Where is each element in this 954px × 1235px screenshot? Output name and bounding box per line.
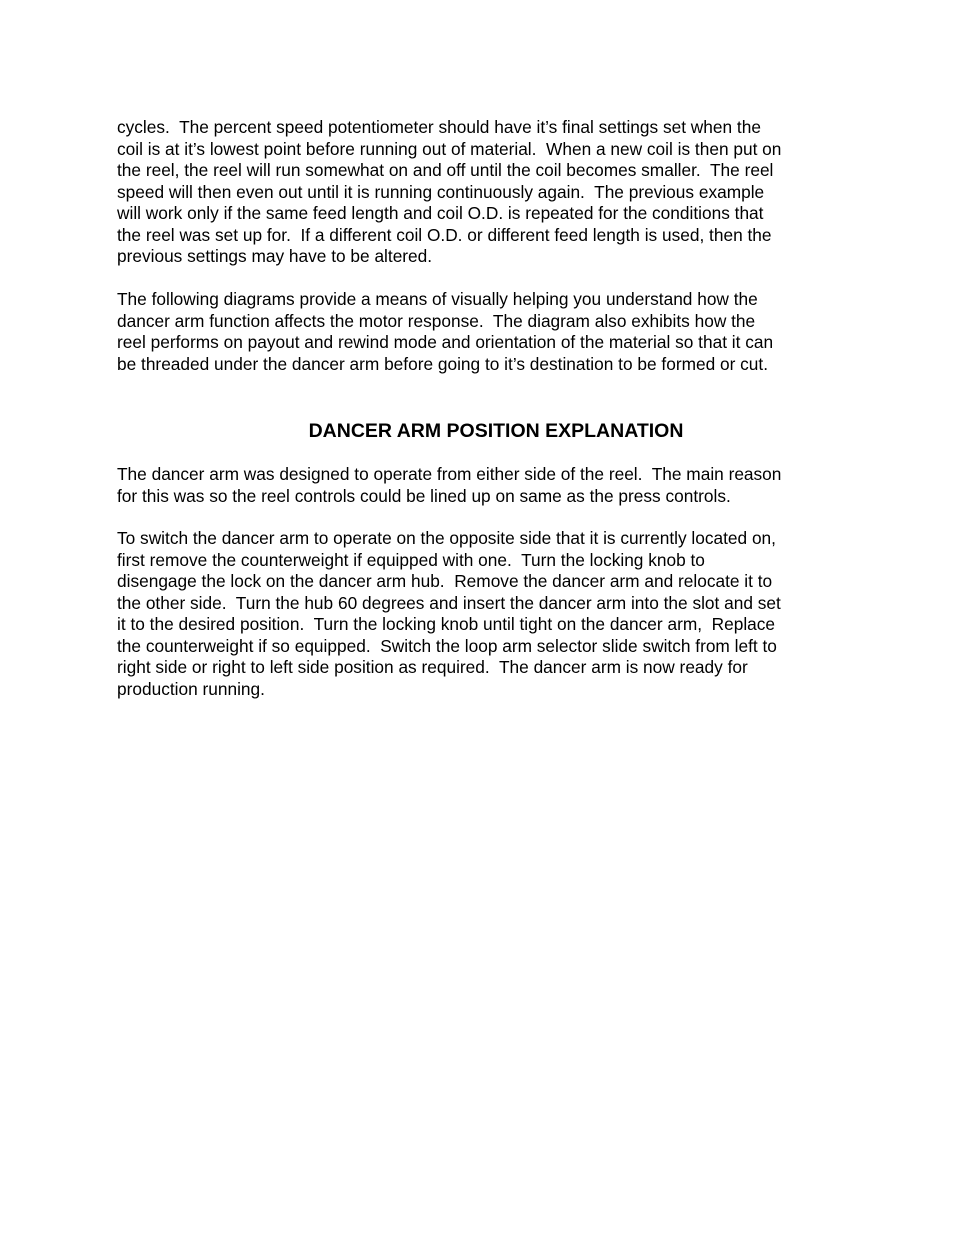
text-line: The following diagrams provide a means of visually helping you understand how the	[117, 289, 758, 309]
paragraph-coil-settings	[117, 117, 845, 268]
text-line: dancer arm function affects the motor response. The diagram also exhibits how the	[117, 310, 756, 331]
text-line: right side or right to left side position as required. The dancer arm is now ready for	[117, 657, 748, 677]
text-line: for this was so the reel controls could be lined up on same as the press controls.	[117, 485, 731, 506]
text-line: previous settings may have to be altered.	[117, 246, 433, 266]
text-line: The dancer arm was designed to operate from either side of the reel. The main reason	[117, 464, 782, 484]
text-line: To switch the dancer arm to operate on the opposite side that it is currently located on,	[117, 528, 776, 548]
text-line: be threaded under the dancer arm before going to it’s destination to be formed or cut.	[117, 353, 769, 374]
text-line: the reel, the reel will run somewhat on and off until the coil becomes smaller. The reel	[117, 160, 774, 180]
text-line: it to the desired position. Turn the locking knob until tight on the dancer arm, Replace	[117, 614, 776, 634]
paragraph-switch-procedure	[117, 528, 845, 700]
paragraph-diagrams-intro	[117, 289, 845, 375]
text-line: reel performs on payout and rewind mode and orientation of the material so that it can	[117, 332, 774, 352]
text-line: will work only if the same feed length and coil O.D. is repeated for the conditions that	[117, 203, 764, 223]
text-line: first remove the counterweight if equipped with one. Turn the locking knob to	[117, 549, 705, 570]
text-line: speed will then even out until it is running continuously again. The previous example	[117, 181, 765, 202]
text-line: the other side. Turn the hub 60 degrees and insert the dancer arm into the slot and set	[117, 592, 781, 613]
paragraph-dancer-arm-design	[117, 464, 845, 507]
text-line: cycles. The percent speed potentiometer should have it’s final settings set when the	[117, 117, 761, 137]
text-line: the reel was set up for. If a different coil O.D. or different feed length is used, then the	[117, 224, 772, 245]
text-line: disengage the lock on the dancer arm hub. Remove the dancer arm and relocate it to	[117, 571, 773, 591]
text-line: coil is at it’s lowest point before running out of material. When a new coil is then put on	[117, 138, 782, 159]
section-heading: DANCER ARM POSITION EXPLANATION	[308, 420, 684, 442]
text-line: the counterweight if so equipped. Switch the loop arm selector slide switch from left to	[117, 635, 777, 656]
text-line: production running.	[117, 678, 265, 699]
